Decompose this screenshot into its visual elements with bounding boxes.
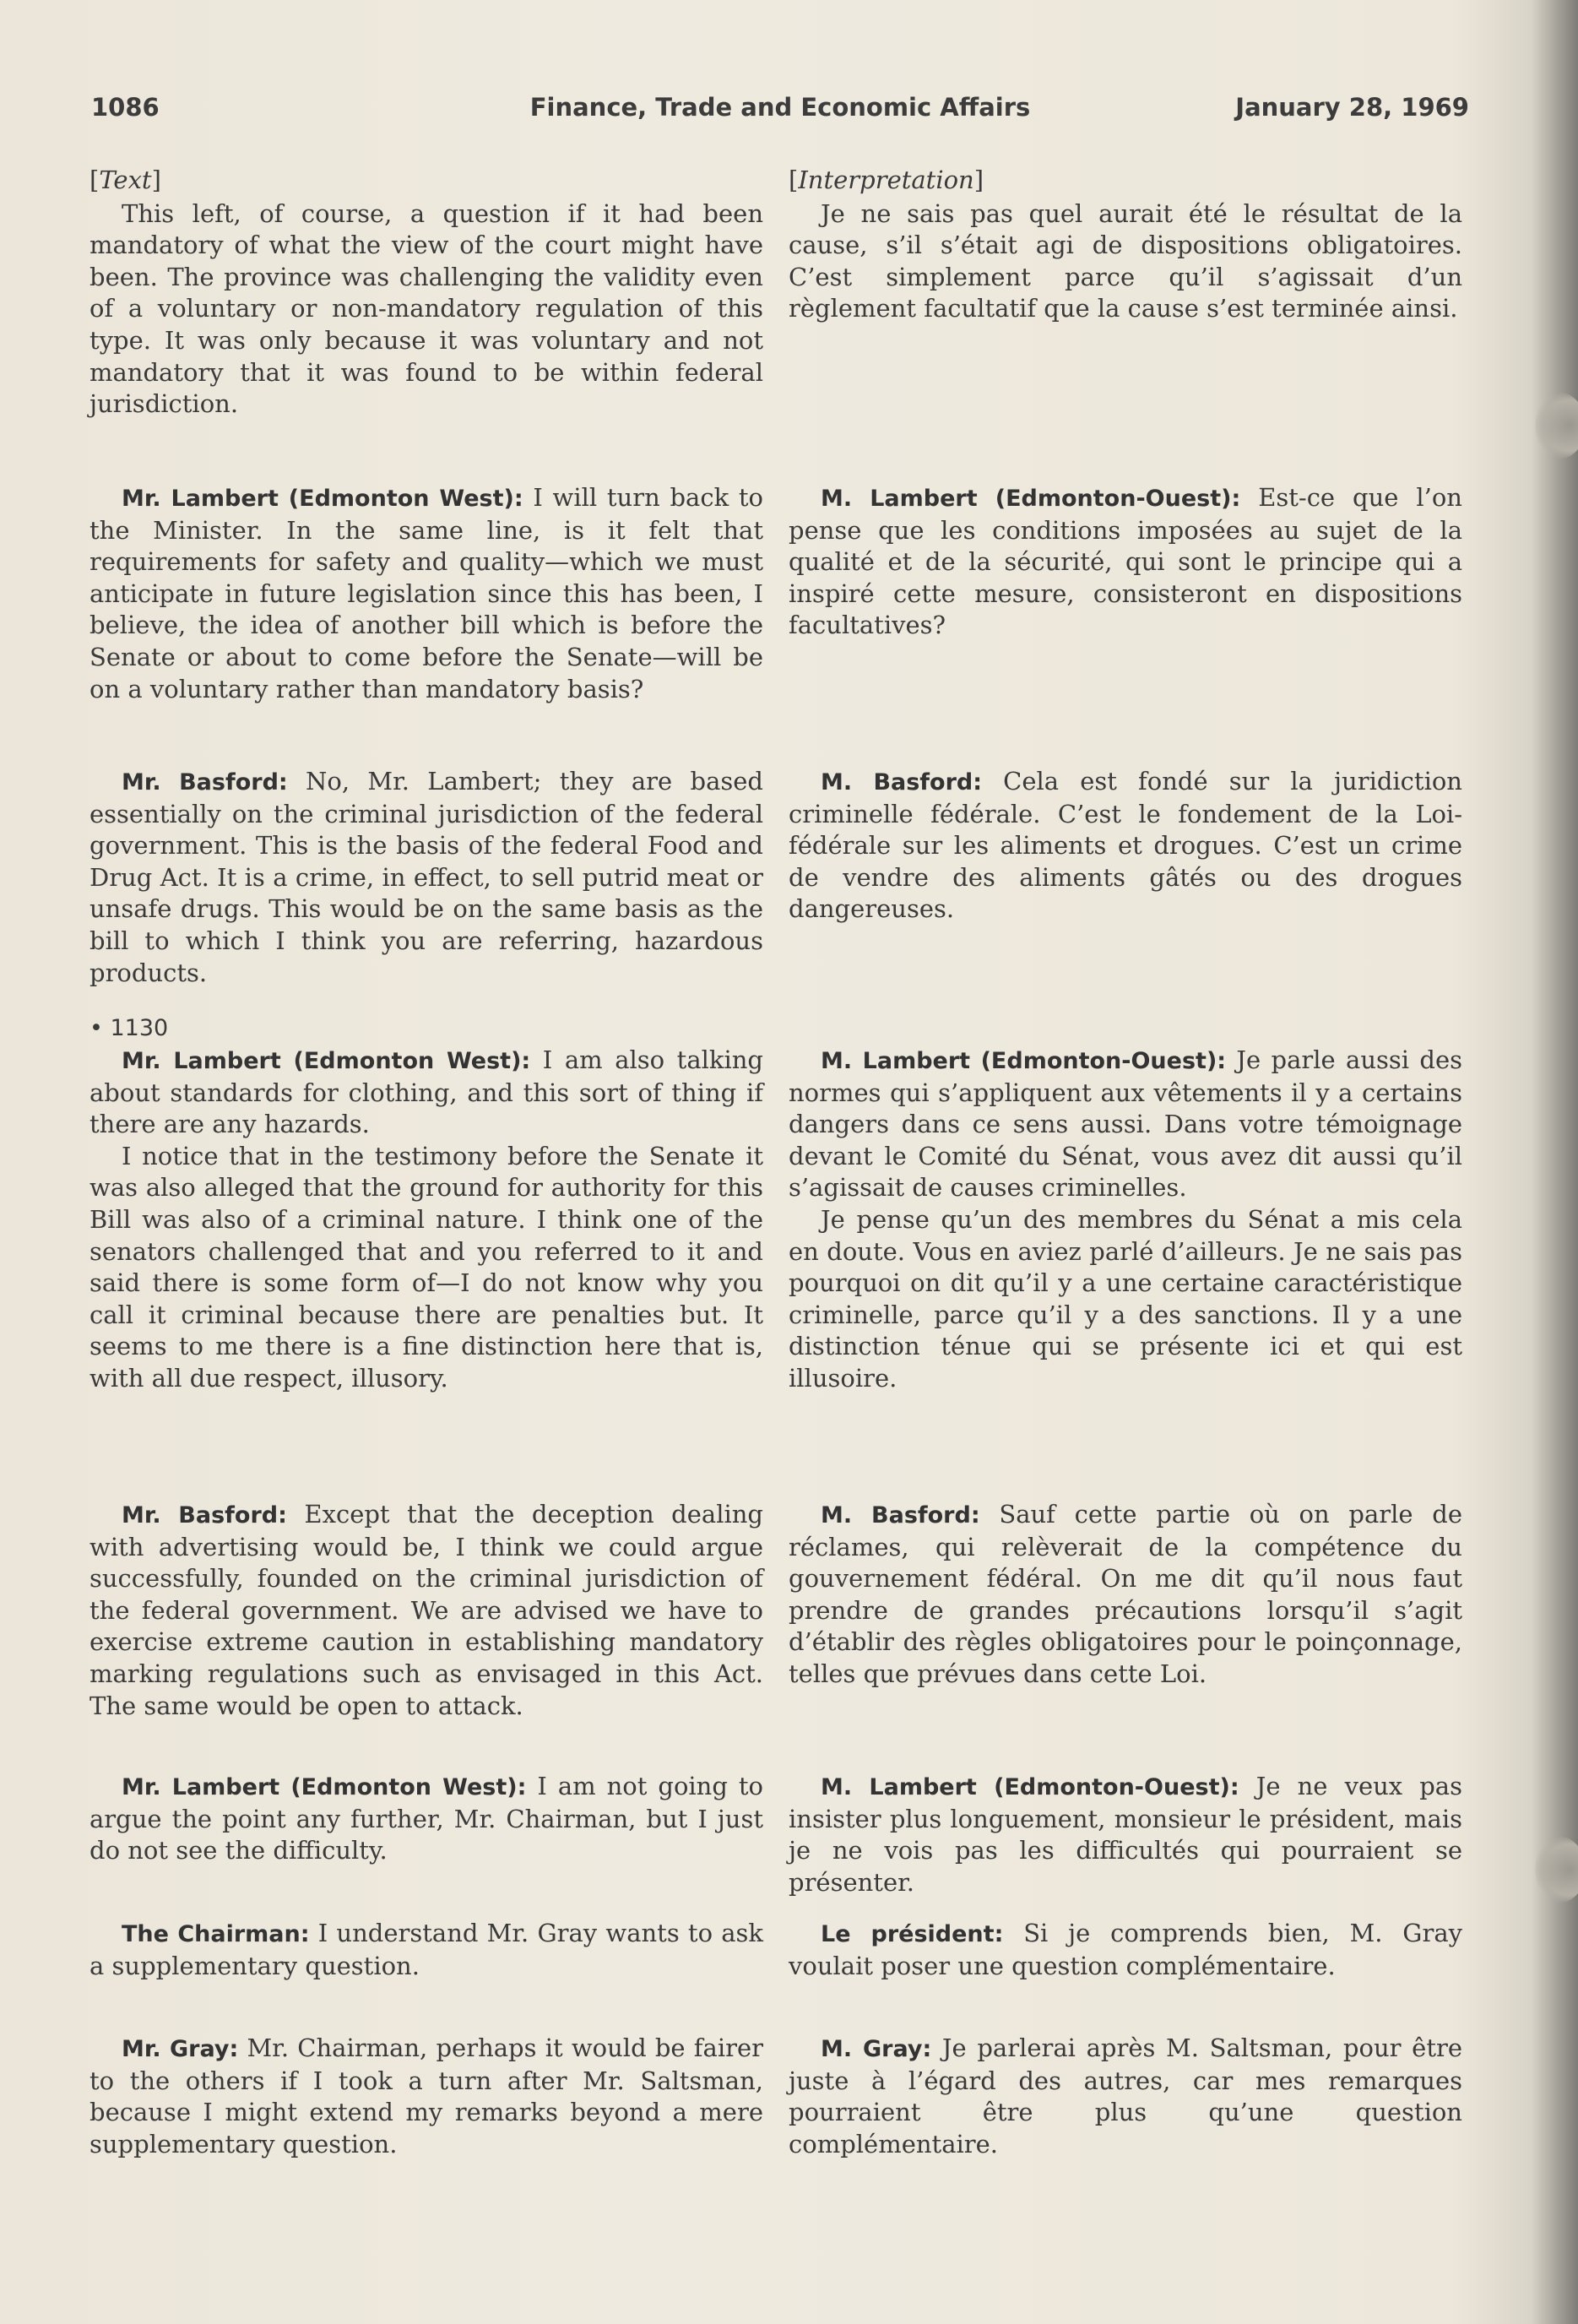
speech-gray-fr <box>789 2033 1462 2160</box>
binding-hole-bottom <box>1535 1837 1578 1903</box>
speech-chairman <box>89 1918 763 1982</box>
speech-basford-2 <box>89 1499 763 1722</box>
speech-lambert-2-fr <box>789 1045 1462 1395</box>
speech-text: Sauf cette partie où on parle de réclames, qui relèverait de la compétence du gouvernement fédéral. On me dit qu’il nous faut prendre de grandes précautions lorsqu’il s’agit d’établir des règles obligatoires pour le poinçonnage, telles que prévues dans cette Loi. <box>789 1500 1462 1688</box>
paragraph: Je pense qu’un des membres du Sénat a mis cela en doute. Vous en aviez parlé d’ailleurs. Je ne sais pas pourquoi on dit qu’il y a une certaine caractéristique criminelle, parce qu’il y a des sanctions. Il y a une distinction ténue qui se présente ici et qui est illusoire. <box>789 1204 1462 1393</box>
speech-lambert-2 <box>89 1045 763 1395</box>
header-date: January 28, 1969 <box>1235 93 1469 122</box>
section-tag-interpretation: [Interpretation] <box>789 166 984 194</box>
speech-basford-2-fr <box>789 1499 1462 1691</box>
paragraph: Je ne sais pas quel aurait été le résultat de la cause, s’il s’était agi de dispositions obligatoires. C’est simplement parce qu’il s’agissait d’un règlement facultatif que la cause s’est terminée ainsi. <box>789 198 1462 323</box>
time-marker-block <box>89 1013 763 1045</box>
paragraph: I notice that in the testimony before the Senate it was also alleged that the ground for authority for this Bill was also of a criminal nature. I think one of the senators challenged that and you referred to it and said there is some form of—I do not know why you call it criminal because there are penalties but. It seems to me there is a fine distinction here that is, with all due respect, illusory. <box>89 1141 763 1393</box>
speech-text: I will turn back to the Minister. In the same line, is it felt that requirements for safety and quality—which we must anticipate in future legislation since this has been, I believe, the idea of another bill which is before the Senate or about to come before the Senate—will be on a voluntary rather than mandatory basis? <box>89 483 763 703</box>
speech-text: Est-ce que l’on pense que les conditions imposées au sujet de la qualité et de la sécurité, qui sont le principe qui a inspiré cette mesure, consisteront en dispositions facultatives? <box>789 483 1462 640</box>
section-tag-text: [Text] <box>89 166 161 194</box>
speech-text: Cela est fondé sur la juridiction criminelle fédérale. C’est le fondement de la Loi-fédérale sur les aliments et drogues. C’est un crime de vendre des aliments gâtés ou des drogues dangereuses. <box>789 767 1462 924</box>
speech-lambert-1-fr <box>789 482 1462 642</box>
speaker-name: M. Basford: <box>821 769 983 795</box>
time-marker: • 1130 <box>89 1015 169 1041</box>
speech-text: Except that the deception dealing with advertising would be, I think we could argue successfully, founded on the criminal jurisdiction of the federal government. We are advised we have to exercise extreme caution in establishing mandatory marking regulations such as envisaged in this Act. The same would be open to attack. <box>89 1500 763 1720</box>
speech-text: Je parle aussi des normes qui s’appliquent aux vêtements il y a certains dangers dans ce sens aussi. Dans votre témoignage devant le Comité du Sénat, vous avez dit aussi qu’il s’agissait de causes criminelles. <box>789 1045 1462 1203</box>
speech-text: No, Mr. Lambert; they are based essentially on the criminal jurisdiction of the federal government. This is the basis of the federal Food and Drug Act. It is a crime, in effect, to sell putrid meat or unsafe drugs. This would be on the same basis as the bill to which I think you are referring, hazardous products. <box>89 767 763 987</box>
speech-gray <box>89 2033 763 2160</box>
running-title: Finance, Trade and Economic Affairs <box>529 93 1031 122</box>
speech-text: Mr. Chairman, perhaps it would be fairer to the others if I took a turn after Mr. Saltsman, because I might extend my remarks beyond a mere supplementary question. <box>89 2033 763 2158</box>
speaker-name: M. Gray: <box>821 2036 932 2062</box>
page-header <box>91 93 1469 130</box>
english-opening <box>89 165 763 421</box>
speaker-name: Mr. Lambert (Edmonton West): <box>122 1774 527 1800</box>
paragraph: This left, of course, a question if it had been mandatory of what the view of the court might have been. The province was challenging the validity even of a voluntary or non-mandatory regulation of this type. It was only because it was voluntary and not mandatory that it was found to be within federal jurisdiction. <box>89 198 763 419</box>
speech-text: I am also talking about standards for clothing, and this sort of thing if there are any hazards. <box>89 1045 763 1139</box>
speech-lambert-3-fr <box>789 1771 1462 1898</box>
speaker-name: Le président: <box>821 1921 1004 1947</box>
speaker-name: Mr. Gray: <box>122 2036 239 2062</box>
speaker-name: Mr. Lambert (Edmonton West): <box>122 1048 531 1074</box>
speaker-name: M. Lambert (Edmonton-Ouest): <box>821 1048 1227 1074</box>
speech-chairman-fr <box>789 1918 1462 1982</box>
speaker-name: Mr. Basford: <box>122 769 288 795</box>
speech-basford-1 <box>89 766 763 989</box>
french-opening <box>789 165 1462 325</box>
speaker-name: Mr. Basford: <box>122 1502 287 1529</box>
speech-text: Je ne veux pas insister plus longuement, monsieur le président, mais je ne vois pas les difficultés qui pourraient se présenter. <box>789 1772 1462 1897</box>
page-number: 1086 <box>91 93 160 122</box>
speaker-name: M. Lambert (Edmonton-Ouest): <box>821 486 1241 512</box>
binding-hole-top <box>1535 393 1578 459</box>
speech-basford-1-fr <box>789 766 1462 926</box>
speaker-name: M. Lambert (Edmonton-Ouest): <box>821 1774 1239 1800</box>
speech-text: Je parlerai après M. Saltsman, pour être juste à l’égard des autres, car mes remarques pourraient être plus qu’une question complémentaire. <box>789 2033 1463 2158</box>
speaker-name: Mr. Lambert (Edmonton West): <box>122 486 523 512</box>
speech-lambert-1 <box>89 482 763 705</box>
speech-text: I understand Mr. Gray wants to ask a supplementary question. <box>89 1919 763 1980</box>
speech-lambert-3 <box>89 1771 763 1867</box>
speech-text: I am not going to argue the point any further, Mr. Chairman, but I just do not see the difficulty. <box>89 1772 764 1865</box>
speaker-name: M. Basford: <box>821 1502 980 1529</box>
speaker-name: The Chairman: <box>122 1921 310 1947</box>
speech-text: Si je comprends bien, M. Gray voulait poser une question complémentaire. <box>789 1919 1463 1980</box>
